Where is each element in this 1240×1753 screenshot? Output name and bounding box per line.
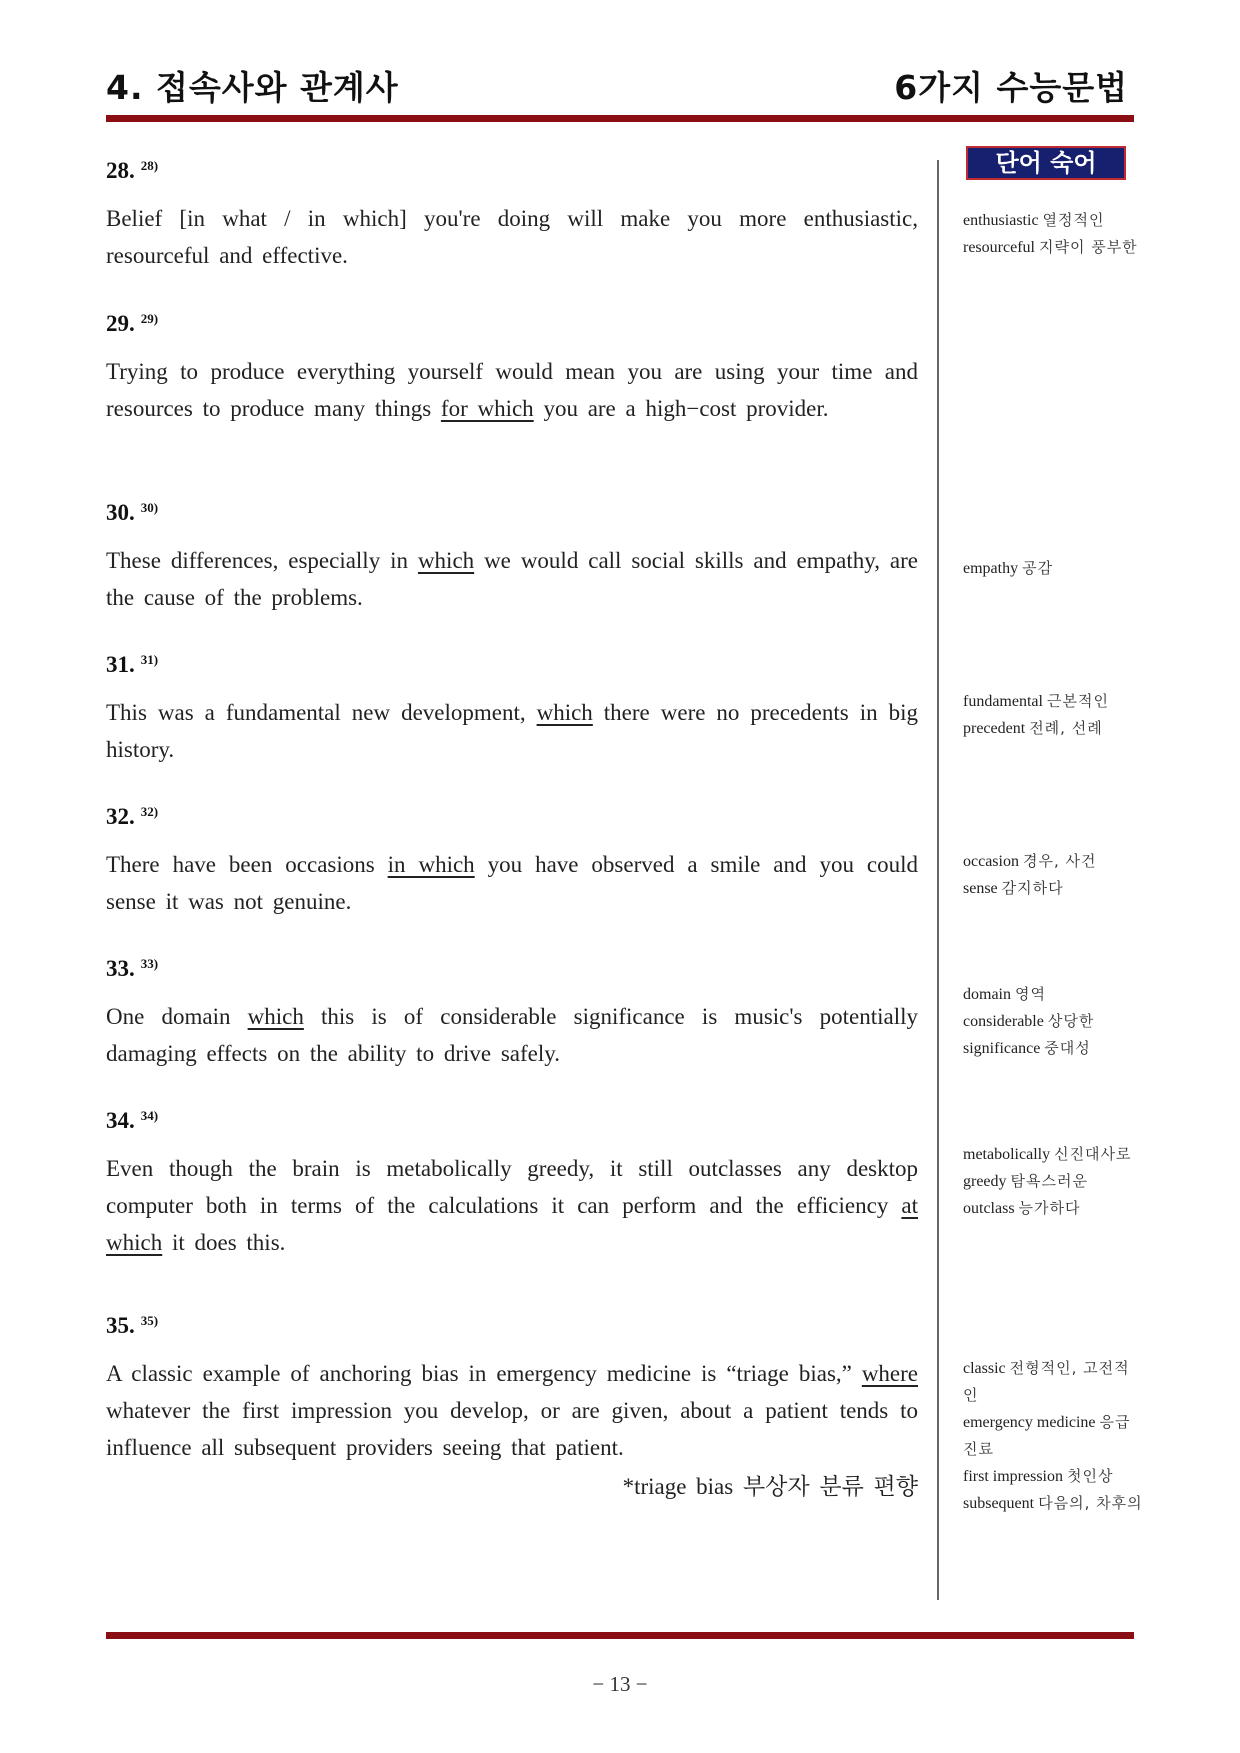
vocab-entry <box>963 1141 1143 1168</box>
vocab-meaning: 전형적인, 고전적인 <box>963 1359 1130 1404</box>
vocab-meaning: 열정적인 <box>1042 211 1105 229</box>
sentence-fragment: we would call social skills and empathy, are the cause of the problems. <box>106 548 918 610</box>
sentence-fragment: This was a fundamental new development, <box>106 700 537 725</box>
question-number <box>106 652 918 686</box>
vocab-block-30 <box>963 555 1143 582</box>
vocab-meaning: 첫인상 <box>1067 1467 1114 1485</box>
vocab-meaning: 다음의, 차후의 <box>1038 1494 1143 1512</box>
question-33 <box>106 956 918 1072</box>
vocab-word: sense <box>963 880 998 897</box>
question-sentence <box>106 846 918 920</box>
underlined-relative: at which <box>106 1193 918 1255</box>
sentence-fragment: Even though the brain is metabolically greedy, it still outclasses any desktop computer both in terms of the calculations it can perform and the efficiency <box>106 1156 918 1218</box>
vocab-entry <box>963 981 1143 1008</box>
footnote-ref: 32) <box>140 804 159 819</box>
vocab-word: outclass <box>963 1200 1015 1217</box>
underlined-relative: in which <box>387 852 475 877</box>
vocab-entry <box>963 1035 1143 1062</box>
column-divider <box>937 160 939 1600</box>
vocab-entry <box>963 688 1143 715</box>
footnote-gloss: *triage bias 부상자 분류 편향 <box>622 1474 918 1499</box>
vocab-word: considerable <box>963 1013 1044 1030</box>
sentence-fragment: you are a high−cost provider. <box>533 396 829 421</box>
question-number <box>106 500 918 534</box>
question-number-label: 32. <box>106 804 135 829</box>
question-sentence <box>106 1150 918 1261</box>
underlined-relative: which <box>536 700 593 725</box>
vocab-word: metabolically <box>963 1146 1051 1163</box>
vocab-entry <box>963 207 1143 234</box>
footnote-ref: 28) <box>140 158 159 173</box>
vocab-meaning: 중대성 <box>1044 1039 1091 1057</box>
question-sentence <box>106 694 918 768</box>
vocab-entry <box>963 1490 1143 1517</box>
question-34 <box>106 1108 918 1261</box>
footnote-ref: 34) <box>140 1108 159 1123</box>
question-number <box>106 1313 918 1347</box>
vocab-word: significance <box>963 1040 1041 1057</box>
vocab-meaning: 감지하다 <box>1001 879 1064 897</box>
vocab-entry <box>963 848 1143 875</box>
question-number-label: 28. <box>106 158 135 183</box>
question-sentence <box>106 353 918 427</box>
question-sentence <box>106 1355 918 1466</box>
vocab-meaning: 지략이 풍부한 <box>1038 238 1138 256</box>
underlined-relative: which <box>417 548 475 573</box>
vocab-entry <box>963 1168 1143 1195</box>
vocab-word: precedent <box>963 720 1026 737</box>
vocab-block-28 <box>963 207 1143 261</box>
vocab-word: subsequent <box>963 1495 1035 1512</box>
question-number <box>106 158 918 192</box>
vocab-meaning: 근본적인 <box>1046 692 1109 710</box>
vocab-block-34 <box>963 1141 1143 1222</box>
vocab-section-title: 단어 숙어 <box>966 146 1126 180</box>
question-number-label: 29. <box>106 311 135 336</box>
question-35 <box>106 1313 918 1505</box>
vocab-entry <box>963 1008 1143 1035</box>
question-29 <box>106 311 918 427</box>
vocab-entry <box>963 715 1143 742</box>
question-32 <box>106 804 918 920</box>
vocab-word: enthusiastic <box>963 212 1039 229</box>
vocab-meaning: 공감 <box>1022 559 1054 577</box>
vocab-meaning: 탐욕스러운 <box>1010 1172 1088 1190</box>
sentence-fragment: you have observed a smile and you could sense it was not genuine. <box>106 852 918 914</box>
question-sentence <box>106 542 918 616</box>
question-31 <box>106 652 918 768</box>
page-number: − 13 − <box>592 1672 648 1696</box>
question-number <box>106 311 918 345</box>
vocab-entry <box>963 1195 1143 1222</box>
vocab-block-35 <box>963 1355 1143 1517</box>
vocab-entry <box>963 234 1143 261</box>
vocab-word: greedy <box>963 1173 1007 1190</box>
question-number <box>106 956 918 990</box>
sentence-fragment: These differences, especially in <box>106 548 418 573</box>
footer-rule <box>106 1632 1134 1639</box>
sentence-fragment: There have been occasions <box>106 852 388 877</box>
vocab-block-32 <box>963 848 1143 902</box>
question-number-label: 34. <box>106 1108 135 1133</box>
footnote-ref: 35) <box>140 1313 159 1328</box>
vocab-word: occasion <box>963 853 1019 870</box>
question-number-label: 33. <box>106 956 135 981</box>
vocab-word: empathy <box>963 560 1019 577</box>
vocab-meaning: 능가하다 <box>1018 1199 1081 1217</box>
footnote-ref: 31) <box>140 652 159 667</box>
vocab-word: first impression <box>963 1468 1063 1485</box>
question-number <box>106 1108 918 1142</box>
vocab-meaning: 영역 <box>1015 985 1046 1003</box>
sentence-fragment: One domain <box>106 1004 248 1029</box>
vocab-word: classic <box>963 1360 1006 1377</box>
vocab-meaning: 상당한 <box>1047 1012 1095 1030</box>
chapter-title: 4. 접속사와 관계사 <box>106 68 399 107</box>
vocab-entry <box>963 555 1143 582</box>
question-number-label: 30. <box>106 500 135 525</box>
question-number <box>106 804 918 838</box>
vocab-word: emergency medicine <box>963 1414 1096 1431</box>
vocab-entry <box>963 1463 1143 1490</box>
vocab-meaning: 경우, 사건 <box>1022 852 1097 870</box>
footnote-ref: 33) <box>140 956 159 971</box>
vocab-entry <box>963 1409 1143 1463</box>
question-number-label: 31. <box>106 652 135 677</box>
vocab-entry <box>963 875 1143 902</box>
sentence-fragment: Belief [in what / in which] you're doing will make you more enthusiastic, resourceful and effective. <box>106 206 918 268</box>
underlined-relative: which <box>247 1004 304 1029</box>
question-28 <box>106 158 918 274</box>
sentence-fragment: Trying to produce everything yourself would mean you are using your time and resources to produce many things <box>106 359 918 421</box>
question-30 <box>106 500 918 616</box>
vocab-word: resourceful <box>963 239 1035 256</box>
vocab-entry <box>963 1355 1143 1409</box>
vocab-block-31 <box>963 688 1143 742</box>
book-title: 6가지 수능문법 <box>894 68 1128 107</box>
question-sentence <box>106 200 918 274</box>
vocab-meaning: 응급진료 <box>963 1413 1131 1458</box>
underlined-relative: for which <box>440 396 534 421</box>
vocab-meaning: 전례, 선례 <box>1029 719 1103 737</box>
underlined-relative: where <box>861 1361 918 1386</box>
vocab-word: domain <box>963 986 1011 1003</box>
header-rule <box>106 115 1134 122</box>
sentence-fragment: A classic example of anchoring bias in emergency medicine is “triage bias,” <box>106 1361 862 1386</box>
sentence-fragment: this is of considerable significance is music's potentially damaging effects on the ability to drive safely. <box>106 1004 918 1066</box>
vocab-word: fundamental <box>963 693 1043 710</box>
sentence-fragment: there were no precedents in big history. <box>106 700 918 762</box>
vocab-meaning: 신진대사로 <box>1054 1145 1132 1163</box>
question-sentence <box>106 998 918 1072</box>
question-number-label: 35. <box>106 1313 135 1338</box>
sentence-fragment: whatever the first impression you develop, or are given, about a patient tends to influence all subsequent providers seeing that patient. <box>106 1398 918 1460</box>
vocab-block-33 <box>963 981 1143 1062</box>
footnote-ref: 29) <box>140 311 159 326</box>
footnote-ref: 30) <box>140 500 159 515</box>
sentence-fragment: it does this. <box>162 1230 286 1255</box>
